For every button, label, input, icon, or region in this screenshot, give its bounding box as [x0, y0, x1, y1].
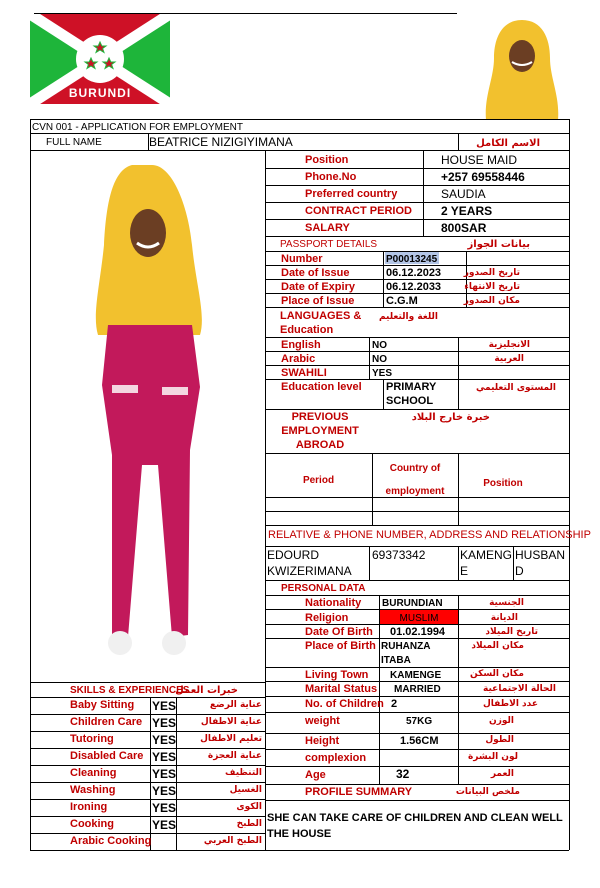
nationality-label: Nationality — [305, 597, 362, 609]
phone-value: +257 69558446 — [441, 170, 525, 184]
children-label: No. of Children — [305, 698, 384, 710]
swahili-value: YES — [372, 368, 393, 379]
children-value: 2 — [391, 698, 398, 710]
position-label: Position — [305, 154, 349, 166]
skill-label: Cooking — [70, 818, 114, 830]
relative-address-2: E — [460, 564, 469, 578]
weight-ar: الوزن — [489, 716, 514, 726]
skill-ar: عناية الرضع — [209, 700, 262, 710]
previous-employment-3: ABROAD — [295, 439, 345, 451]
full-name-label-ar: الاسم الكامل — [476, 138, 540, 149]
skills-header: SKILLS & EXPERIENCES — [70, 685, 190, 696]
skill-ar: عناية العجزة — [207, 751, 262, 761]
education-value-2: SCHOOL — [386, 395, 434, 407]
education-value-1: PRIMARY — [386, 381, 437, 393]
skill-value: YES — [152, 784, 177, 798]
relative-phone: 69373342 — [372, 548, 426, 562]
place-issue-label: Place of Issue — [281, 295, 355, 307]
arabic-ar: العربية — [494, 354, 524, 364]
nationality-ar: الجنسية — [489, 598, 524, 608]
full-body-photo — [92, 165, 207, 665]
complexion-label: complexion — [305, 752, 367, 764]
living-town-label: Living Town — [305, 669, 369, 681]
skill-label: Baby Sitting — [70, 699, 135, 711]
expiry-date-value: 06.12.2033 — [386, 281, 442, 293]
arabic-value: NO — [372, 354, 387, 365]
form-code-title: CVN 001 - APPLICATION FOR EMPLOYMENT — [32, 122, 243, 133]
marital-label: Marital Status — [305, 683, 378, 695]
place-issue-ar: مكان الصدور — [463, 296, 520, 306]
place-issue-value: C.G.M — [386, 295, 418, 307]
pob-value-2: ITABA — [381, 655, 411, 666]
skill-value: YES — [152, 767, 177, 781]
skill-label: Disabled Care — [70, 750, 144, 762]
english-ar: الانجليزية — [488, 340, 530, 350]
languages-header-ar: اللغة والتعليم — [378, 312, 438, 322]
profile-summary-label: PROFILE SUMMARY — [305, 786, 413, 798]
col-country-2: employment — [385, 486, 445, 497]
previous-employment-1: PREVIOUS — [291, 411, 349, 423]
passport-header-ar: بيانات الجواز — [467, 239, 530, 250]
religion-value: MUSLIM — [399, 613, 439, 624]
skill-value: YES — [152, 716, 177, 730]
marital-ar: الحالة الاجتماعية — [483, 684, 556, 694]
flag-caption: BURUNDI — [68, 86, 132, 100]
passport-number-label: Number — [281, 253, 323, 265]
living-town-ar: مكان السكن — [470, 669, 524, 679]
portrait-photo — [482, 14, 562, 120]
skill-ar: عناية الاطفال — [200, 717, 262, 727]
nationality-value: BURUNDIAN — [382, 598, 443, 609]
expiry-date-label: Date of Expiry — [281, 281, 355, 293]
profile-summary-ar: ملخص البيانات — [455, 787, 520, 797]
passport-header: PASSPORT DETAILS — [280, 239, 378, 250]
relative-relation-1: HUSBAN — [515, 548, 566, 562]
education-label: Education level — [281, 381, 362, 393]
skill-ar: الكوى — [236, 802, 262, 812]
skill-label: Ironing — [70, 801, 108, 813]
pob-label: Place of Birth — [305, 640, 376, 652]
issue-date-ar: تاريخ الصدور — [463, 268, 520, 278]
col-period: Period — [302, 475, 335, 486]
profile-summary-1: SHE CAN TAKE CARE OF CHILDREN AND CLEAN WELL — [267, 812, 563, 824]
children-ar: عدد الاطفال — [482, 699, 538, 709]
languages-header-1: LANGUAGES & — [280, 310, 362, 322]
skill-label: Children Care — [70, 716, 143, 728]
issue-date-label: Date of Issue — [281, 267, 350, 279]
contract-value: 2 YEARS — [441, 204, 493, 218]
skill-ar: الطبخ العربي — [203, 836, 262, 846]
header-rule — [30, 119, 569, 120]
dob-value: 01.02.1994 — [390, 626, 446, 638]
education-ar: المستوى التعليمي — [475, 383, 556, 393]
languages-header-2: Education — [280, 324, 334, 336]
dob-ar: تاريخ الميلاد — [485, 627, 538, 637]
weight-value: 57KG — [406, 716, 433, 727]
height-value: 1.56CM — [400, 735, 439, 747]
skill-ar: الغسيل — [229, 785, 262, 795]
skill-label: Tutoring — [70, 733, 114, 745]
swahili-label: SWAHILI — [281, 367, 327, 379]
skill-ar: الطبخ — [236, 819, 262, 829]
age-value: 32 — [396, 767, 410, 781]
skill-label: Washing — [70, 784, 116, 796]
religion-label: Religion — [305, 612, 349, 624]
phone-label: Phone.No — [305, 171, 357, 183]
skill-label: Cleaning — [70, 767, 117, 779]
height-label: Height — [305, 735, 340, 747]
dob-label: Date Of Birth — [305, 626, 373, 638]
skill-ar: التنظيف — [225, 768, 262, 778]
previous-employment-2: EMPLOYMENT — [281, 425, 359, 437]
previous-employment-ar: خبرة خارج البلاد — [411, 412, 490, 423]
passport-number-value: P00013245 — [386, 254, 438, 265]
salary-value: 800SAR — [441, 221, 487, 235]
complexion-ar: لون البشرة — [467, 752, 518, 762]
marital-value: MARRIED — [394, 684, 441, 695]
relative-name-2: KWIZERIMANA — [267, 564, 352, 578]
col-position: Position — [483, 478, 523, 489]
full-name-label: FULL NAME — [46, 137, 102, 148]
profile-summary-2: THE HOUSE — [267, 828, 332, 840]
height-ar: الطول — [485, 735, 514, 745]
country-label: Preferred country — [305, 188, 398, 200]
country-value: SAUDIA — [441, 187, 486, 201]
pob-value-1: RUHANZA — [381, 641, 431, 652]
salary-label: SALARY — [305, 222, 350, 234]
skill-label: Arabic Cooking — [70, 835, 152, 847]
age-label: Age — [305, 769, 326, 781]
living-town-value: KAMENGE — [390, 670, 442, 681]
contract-label: CONTRACT PERIOD — [305, 205, 412, 217]
english-label: English — [281, 339, 321, 351]
religion-ar: الديانة — [490, 613, 518, 623]
skill-value: YES — [152, 733, 177, 747]
arabic-label: Arabic — [281, 353, 316, 365]
age-ar: العمر — [490, 769, 514, 779]
full-name-value: BEATRICE NIZIGIYIMANA — [149, 135, 293, 149]
col-country-1: Country of — [389, 463, 441, 474]
personal-header: PERSONAL DATA — [281, 583, 366, 594]
skill-ar: تعليم الاطفال — [200, 734, 262, 744]
relative-header: RELATIVE & PHONE NUMBER, ADDRESS AND RELATIONSHIP — [268, 529, 591, 541]
issue-date-value: 06.12.2023 — [386, 267, 442, 279]
skills-header-ar: خبرات العمل — [175, 685, 238, 696]
expiry-date-ar: تاريخ الانتهاء — [464, 282, 520, 292]
position-value: HOUSE MAID — [441, 153, 518, 167]
skill-value: YES — [152, 699, 177, 713]
relative-name-1: EDOURD — [267, 548, 320, 562]
weight-label: weight — [305, 715, 340, 727]
relative-relation-2: D — [515, 564, 524, 578]
pob-ar: مكان الميلاد — [471, 641, 524, 651]
skill-value: YES — [152, 801, 177, 815]
burundi-flag — [30, 14, 170, 104]
english-value: NO — [372, 340, 387, 351]
skill-value: YES — [152, 750, 177, 764]
relative-address-1: KAMENG — [460, 548, 513, 562]
skill-value: YES — [152, 818, 177, 832]
